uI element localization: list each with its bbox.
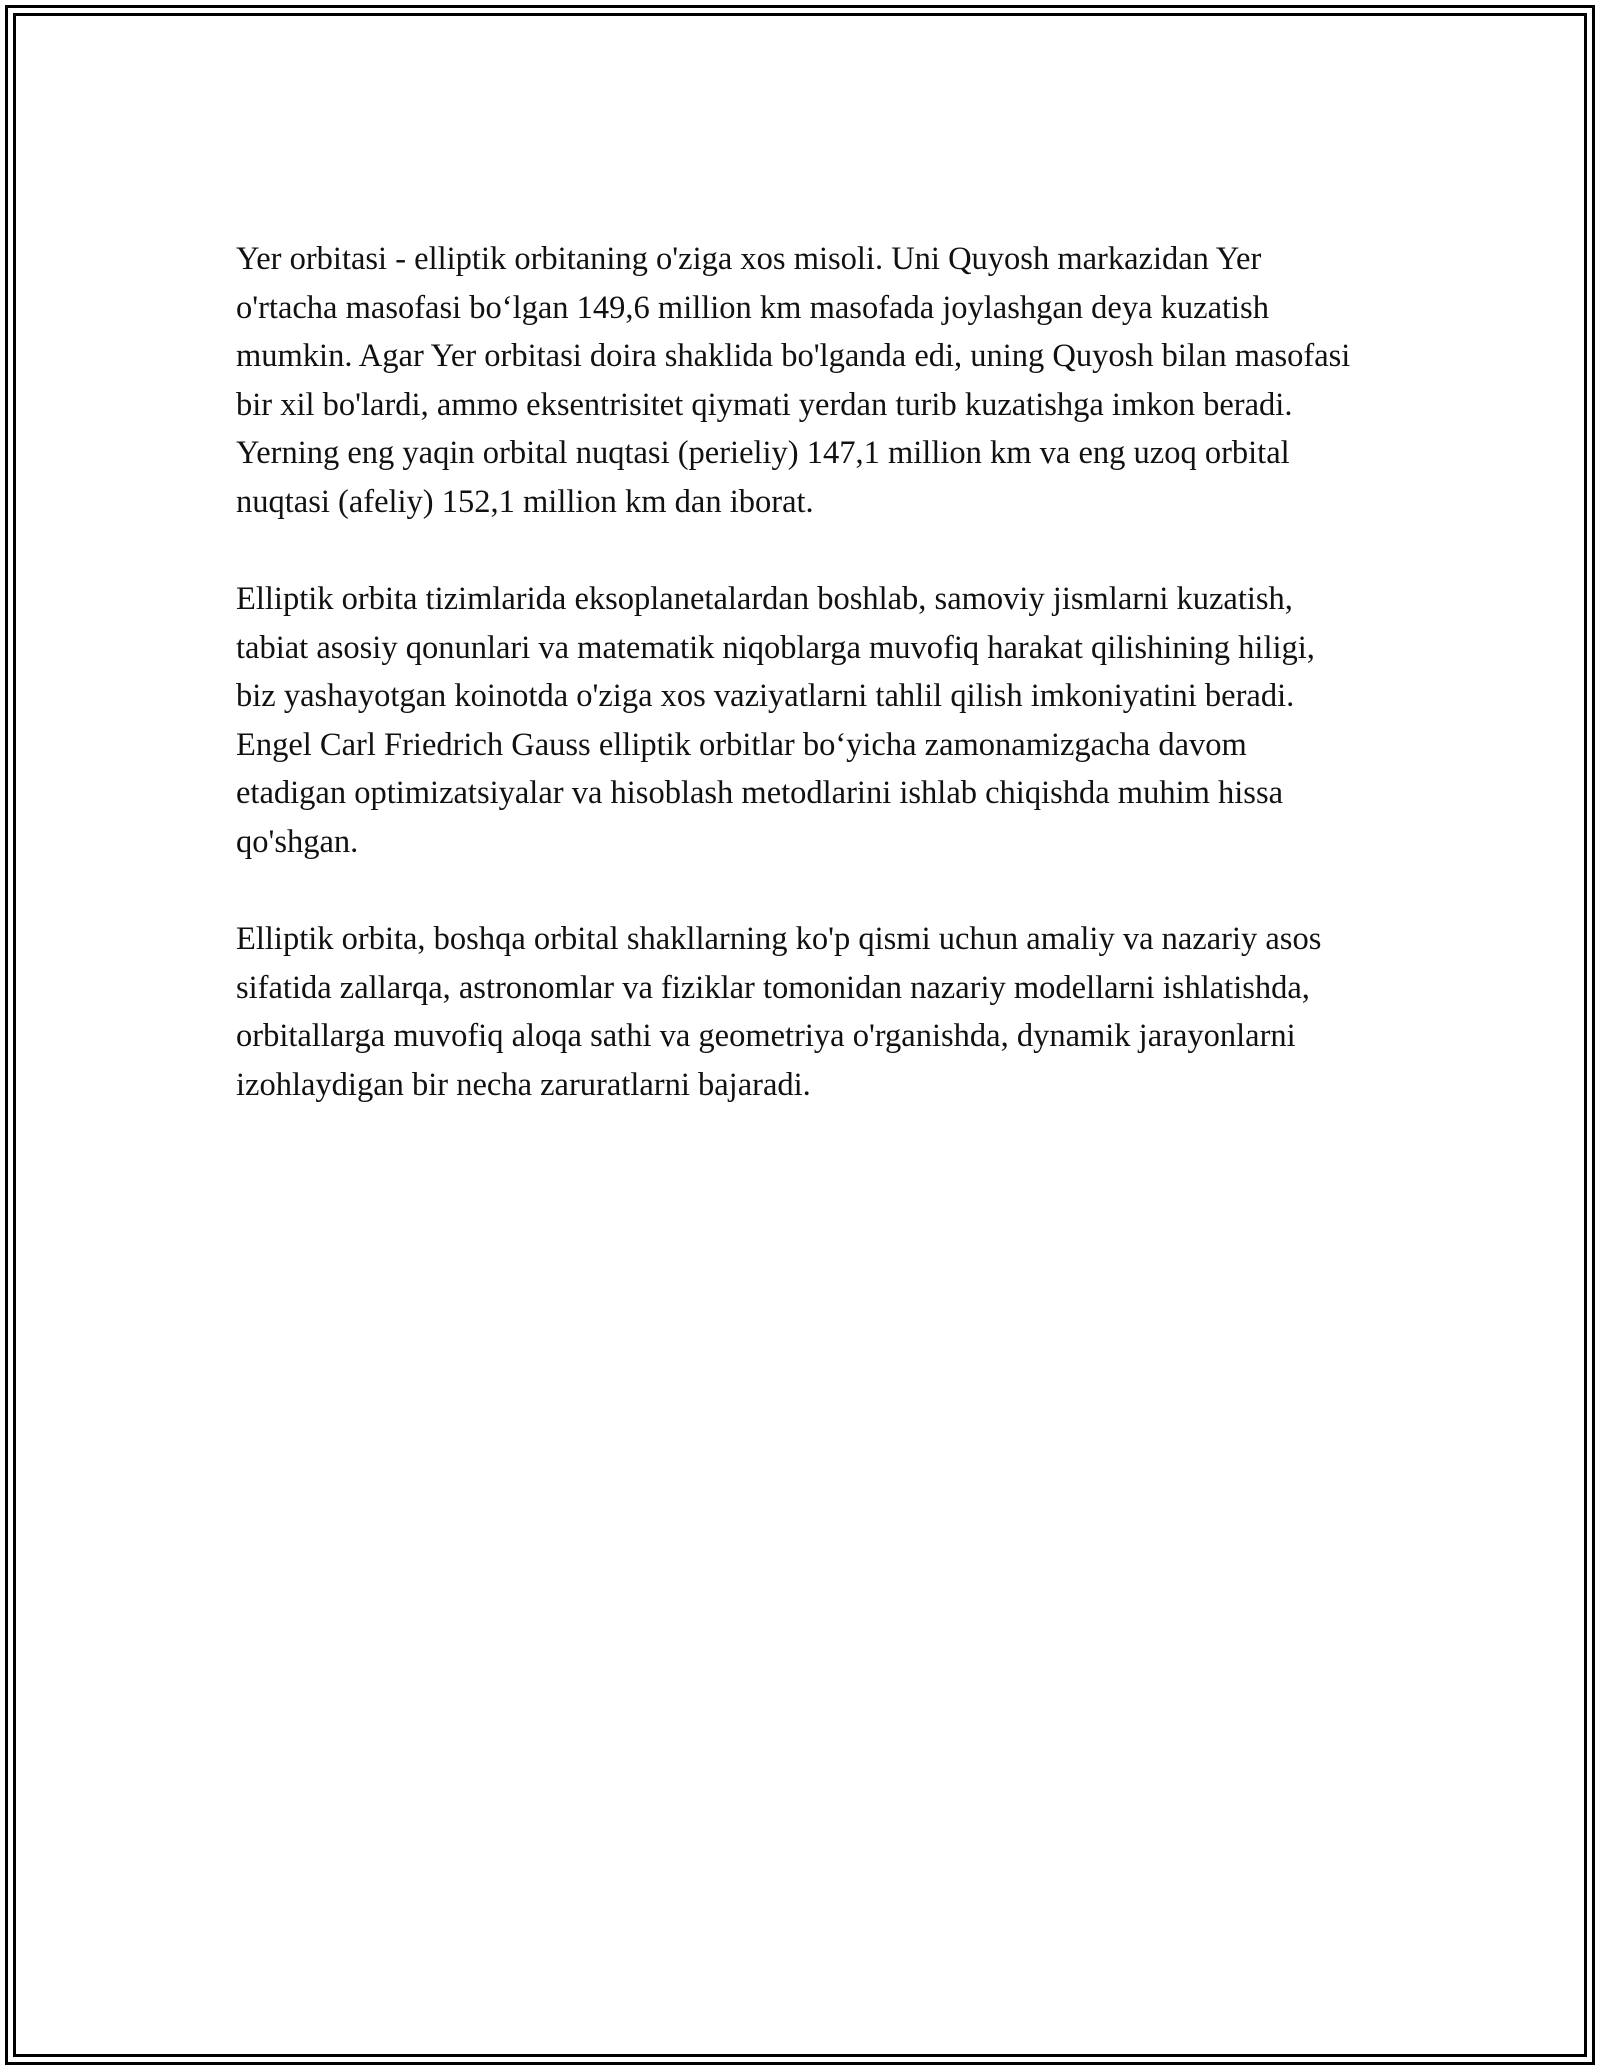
paragraph-2: Elliptik orbita tizimlarida eksoplanetalardan boshlab, samoviy jismlarni kuzatish, tabiat asosiy qonunlari va matematik niqoblarga muvofiq harakat qilishining hiligi, biz yashayotgan koinotda o'ziga xos vaziyatlarni tahlil qilish imkoniyatini beradi. Engel Carl Friedrich Gauss elliptik orbitlar bo‘yicha zamonamizgacha davom etadigan optimizatsiyalar va hisoblash metodlarini ishlab chiqishda muhim hissa qo'shgan. bbox=[236, 581, 1315, 860]
paragraph-1: Yer orbitasi - elliptik orbitaning o'ziga xos misoli. Uni Quyosh markazidan Yer o'rtacha masofasi bo‘lgan 149,6 million km masofada joylashgan deya kuzatish mumkin. Agar Yer orbitasi doira shaklida bo'lganda edi, uning Quyosh bilan masofasi bir xil bo'lardi, ammo eksentrisitet qiymati yerdan turib kuzatishga imkon beradi. Yerning eng yaqin orbital nuqtasi (perieliy) 147,1 million km va eng uzoq orbital nuqtasi (afeliy) 152,1 million km dan iborat. bbox=[236, 241, 1351, 520]
paragraph-3: Elliptik orbita, boshqa orbital shakllarning ko'p qismi uchun amaliy va nazariy asos sifatida zallarqa, astronomlar va fiziklar tomonidan nazariy modellarni ishlatishda, orbitallarga muvofiq aloqa sathi va geometriya o'rganishda, dynamik jarayonlarni izohlaydigan bir necha zaruratlarni bajaradi. bbox=[236, 921, 1322, 1103]
document-body bbox=[236, 235, 1356, 1158]
